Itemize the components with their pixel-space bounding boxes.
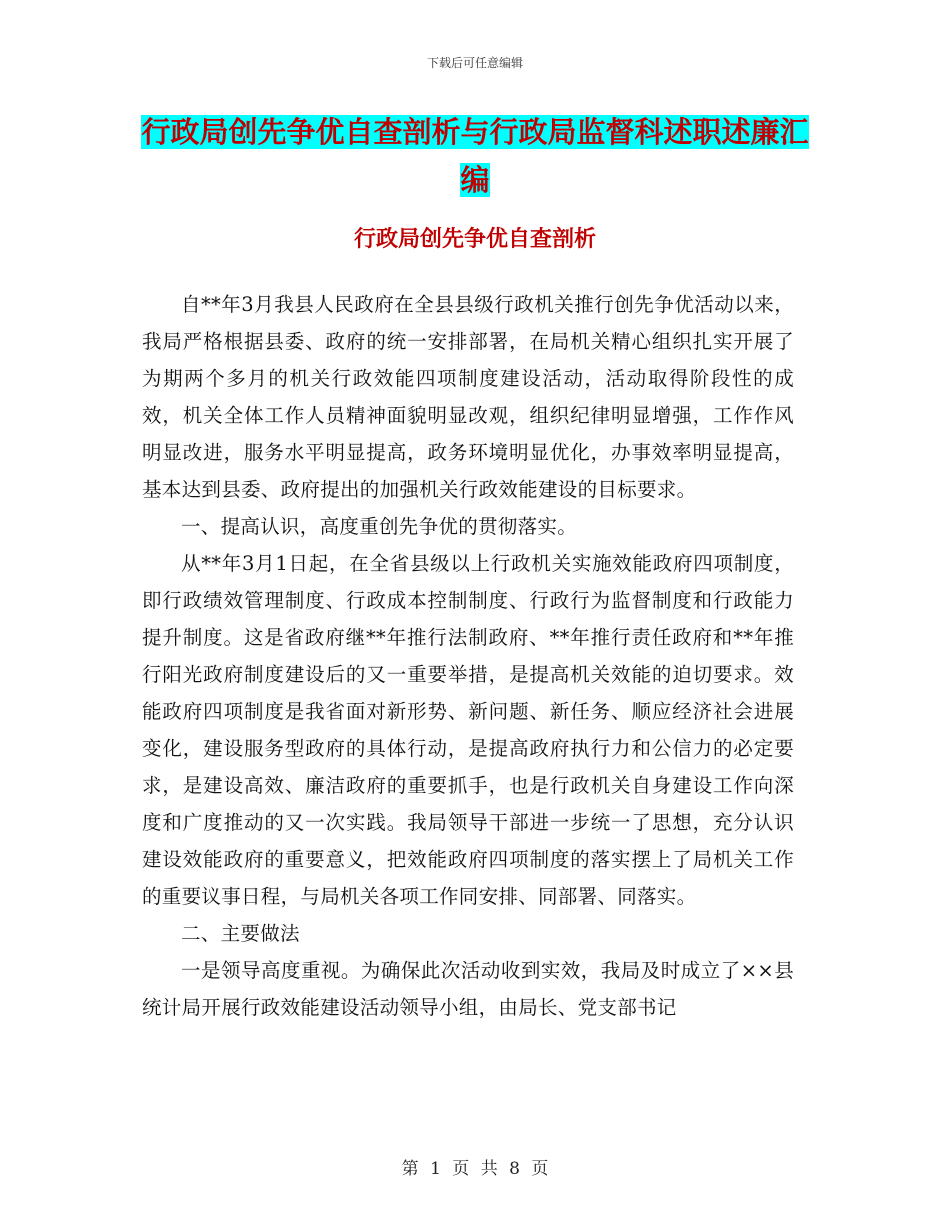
title-highlight: 行政局创先争优自查剖析与行政局监督科述职述廉汇编 xyxy=(141,115,809,197)
document-title xyxy=(140,108,810,204)
paragraph: 一、提高认识，高度重创先争优的贯彻落实。 xyxy=(181,515,578,538)
paragraph: 从**年3月1日起，在全省县级以上行政机关实施效能政府四项制度，即行政绩效管理制度、行政成本控制制度、行政行为监督制度和行政能力提升制度。这是省政府继**年推行法制政府、**年推行责任政府和**年推行阳光政府制度建设后的又一重要举措，是提高机关效能的迫切要求。效能政府四项制度是我省面对新形势、新问题、新任务、顺应经济社会进展变化，建设服务型政府的具体行动，是提高政府执行力和公信力的必定要求，是建设高效、廉洁政府的重要抓手，也是行政机关自身建设工作向深度和广度推动的又一次实践。我局领导干部进一步统一了思想，充分认识建设效能政府的重要意义，把效能政府四项制度的落实摆上了局机关工作的重要议事日程，与局机关各项工作同安排、同部署、同落实。 xyxy=(142,552,794,908)
paragraph: 自**年3月我县人民政府在全县县级行政机关推行创先争优活动以来，我局严格根据县委、政府的统一安排部署，在局机关精心组织扎实开展了为期两个多月的机关行政效能四项制度建设活动，活动取得阶段性的成效，机关全体工作人员精神面貌明显改观，组织纪律明显增强，工作作风明显改进，服务水平明显提高，政务环境明显优化，办事效率明显提高，基本达到县委、政府提出的加强机关行政效能建设的目标要求。 xyxy=(142,293,794,501)
page-header: 下载后可任意编辑 xyxy=(426,56,523,70)
body-text xyxy=(142,286,794,1026)
paragraph: 二、主要做法 xyxy=(181,922,300,945)
page-footer: 第 1 页 共 8 页 xyxy=(401,1159,549,1179)
paragraph: 一是领导高度重视。为确保此次活动收到实效，我局及时成立了××县统计局开展行政效能建设活动领导小组，由局长、党支部书记 xyxy=(142,959,794,1019)
section-title: 行政局创先争优自查剖析 xyxy=(353,227,596,252)
